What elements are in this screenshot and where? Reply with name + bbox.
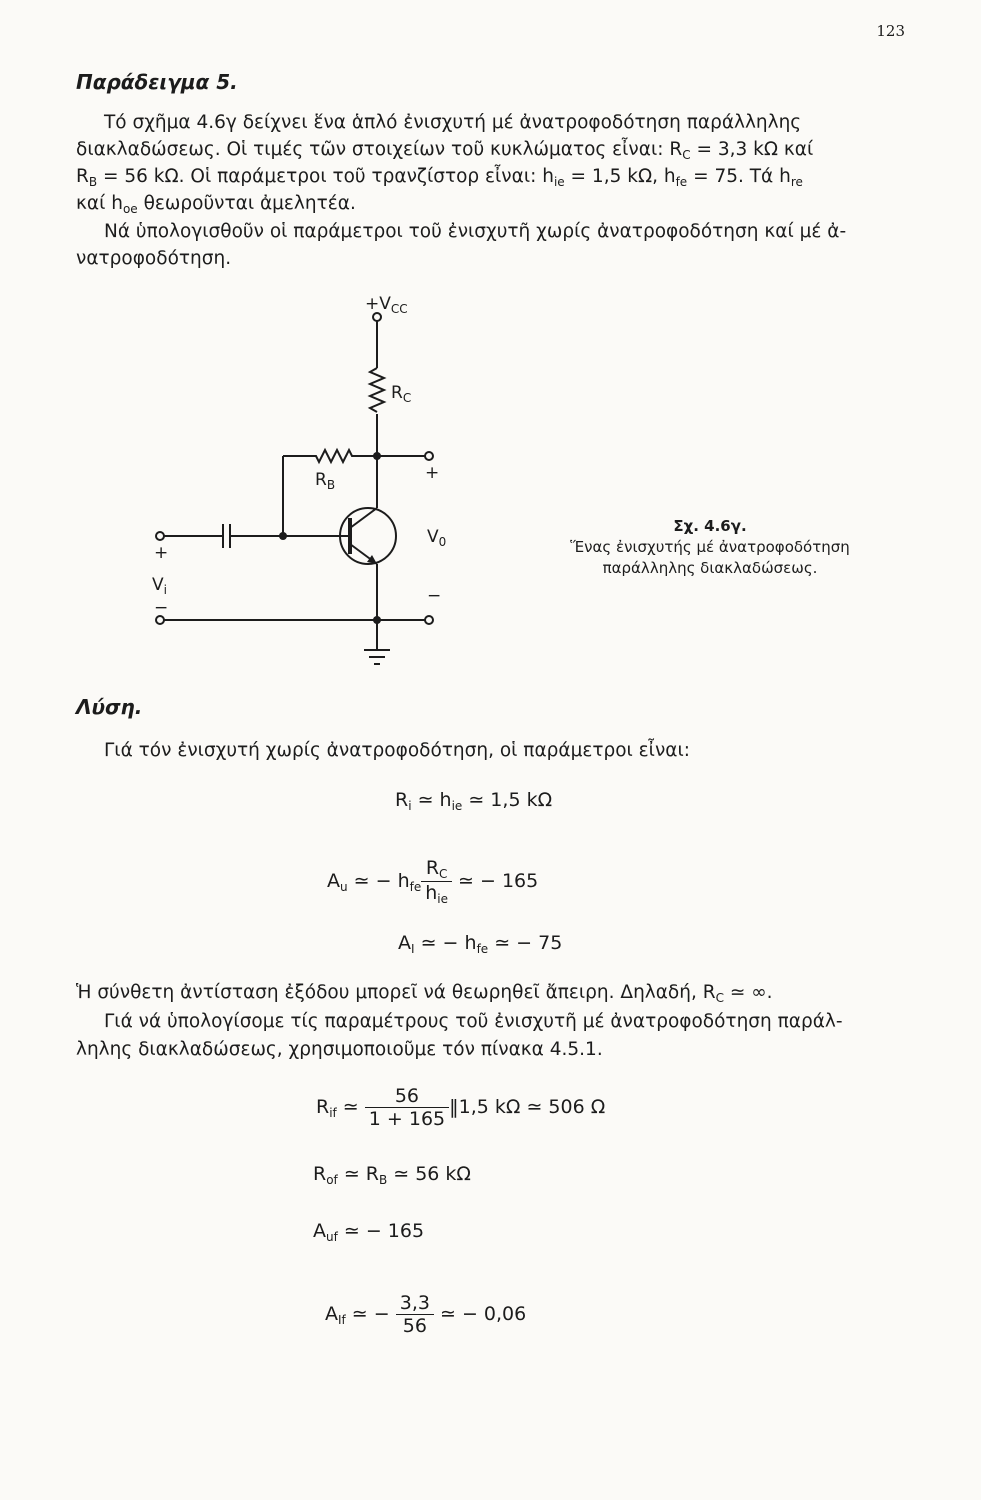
- ground-node: [373, 616, 381, 624]
- solution-heading: Λύση.: [76, 695, 143, 719]
- vi-label: $V_i$: [152, 575, 167, 597]
- rc-label: $R_C$: [391, 383, 412, 405]
- collector-node: [373, 452, 381, 460]
- vo-minus-terminal: [425, 616, 433, 624]
- vo-minus-sign: −: [427, 586, 442, 606]
- vo-plus-terminal: [425, 452, 433, 460]
- rif-fraction: $\frac{56}{1 + 165}$: [365, 1085, 449, 1130]
- emitter-arrow-icon: [367, 555, 377, 564]
- vi-plus-sign: +: [154, 543, 169, 563]
- caption-line-2: παράλληλης διακλαδώσεως.: [602, 559, 818, 577]
- feedback-line-1: Γιά νά ὑπολογίσομε τίς παραμέτρους τοῦ ἐνισχυτῆ μέ ἀνατροφοδότηση παράλ-: [104, 1011, 843, 1032]
- circuit-diagram: [0, 0, 981, 700]
- vo-plus-sign: +: [425, 463, 440, 483]
- solution-intro: Γιά τόν ἐνισχυτή χωρίς ἀνατροφοδότηση, οἱ παράμετροι εἶναι:: [104, 740, 690, 761]
- formula-aif: $A_{If}$ ≃ − $\frac{3,3}{56}$ ≃ − 0,06: [325, 1292, 527, 1337]
- caption-line-1: Ἕνας ἐνισχυτής μέ ἀνατροφοδότηση: [570, 538, 850, 556]
- intro-line-5: Νά ὑπολογισθοῦν οἱ παράμετροι τοῦ ἐνισχυτῆ χωρίς ἀνατροφοδότηση καί μέ ἀ-: [104, 221, 847, 242]
- output-impedance-line: Ἡ σύνθετη ἀντίσταση ἐξόδου μπορεῖ νά θεωρηθεῖ ἄπειρη. Δηλαδή, $R_C$ ≃ ∞.: [76, 982, 773, 1005]
- figure-caption: [560, 516, 860, 579]
- caption-title: Σχ. 4.6γ.: [673, 517, 747, 535]
- intro-line-6: νατροφοδότηση.: [76, 248, 232, 269]
- vi-minus-sign: −: [154, 598, 169, 618]
- vcc-label: $+V_{CC}$: [365, 294, 408, 316]
- example-heading: Παράδειγμα 5.: [76, 70, 238, 94]
- formula-rof: $R_{of}$ ≃ $R_B$ ≃ 56 kΩ: [313, 1163, 471, 1187]
- au-fraction: $\frac{R_C}{h_{ie}}$: [421, 857, 452, 906]
- intro-line-3: $R_B = 56$ kΩ. Οἱ παράμετροι τοῦ τρανζίστορ εἶναι: $h_{ie} = 1,5$ kΩ, $h_{fe} = 75$. Τά $h_{re}$: [76, 166, 803, 189]
- rb-label: $R_B$: [315, 470, 336, 492]
- vi-plus-terminal: [156, 532, 164, 540]
- formula-ai: $A_I$ ≃ − $h_{fe}$ ≃ − 75: [398, 932, 563, 956]
- formula-ri: $R_i$ ≃ $h_{ie}$ ≃ 1,5 kΩ: [395, 789, 553, 813]
- page-number: 123: [876, 22, 905, 40]
- rb-resistor: [283, 450, 377, 462]
- vo-label: $V_0$: [427, 527, 447, 549]
- rc-resistor: [370, 368, 384, 412]
- formula-au: $A_u$ ≃ − $h_{fe}$ $\frac{R_C}{h_{ie}}$ ≃ − 165: [327, 857, 539, 906]
- base-node: [279, 532, 287, 540]
- feedback-line-2: ληλης διακλαδώσεως, χρησιμοποιοῦμε τόν πίνακα 4.5.1.: [76, 1039, 603, 1060]
- intro-line-1: Τό σχῆμα 4.6γ δείχνει ἕνα ἁπλό ἐνισχυτή μέ ἀνατροφοδότηση παράλληλης: [104, 112, 802, 133]
- aif-fraction: $\frac{3,3}{56}$: [396, 1292, 434, 1337]
- formula-rif: $R_{if}$ ≃ $\frac{56}{1 + 165}$ ‖1,5 kΩ ≃ 506 Ω: [316, 1085, 606, 1130]
- intro-line-2: διακλαδώσεως. Οἱ τιμές τῶν στοιχείων τοῦ κυκλώματος εἶναι: $R_C = 3,3$ kΩ καί: [76, 139, 814, 162]
- formula-auf: $A_{uf}$ ≃ − 165: [313, 1220, 425, 1244]
- intro-line-4: καί $h_{oe}$ θεωροῦνται ἀμελητέα.: [76, 193, 356, 216]
